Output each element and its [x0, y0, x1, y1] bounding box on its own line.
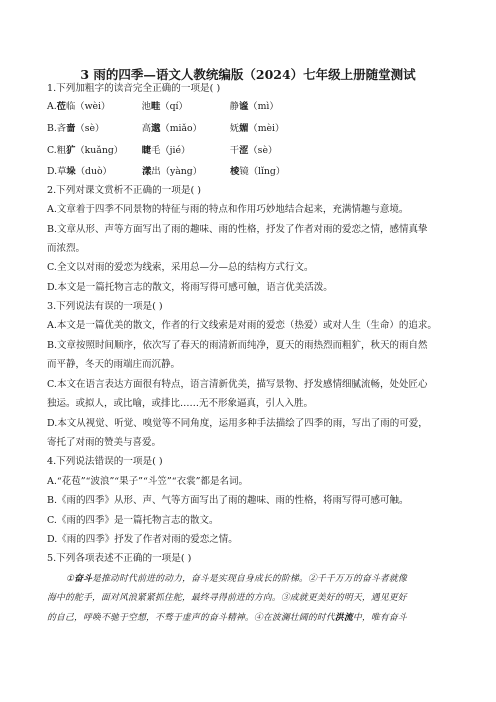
page-title: 3 雨的四季—语文人教统编版（2024）七年级上册随堂测试: [80, 67, 416, 82]
question-2-option-c: C.全文以对雨的爱恋为线索，采用总—分—总的结构方式行文。: [47, 262, 314, 273]
question-1-option-c: C.粗犷（kuǎng） 睫毛（jié） 干涩（sè）: [47, 145, 278, 156]
question-1-stem: 1.下列加粗字的读音完全正确的一项是( ): [47, 83, 221, 94]
question-3-option-b: B.文章按照时间顺序，依次写了春天的雨清新而纯净，夏天的雨热烈而粗犷，秋天的雨自然: [47, 340, 428, 351]
question-5-passage-line-3: 的自己，呼唤不驰于空想，不骛于虚声的奋斗精神。④在波澜壮阔的时代洪流中，唯有奋斗: [47, 613, 407, 623]
question-3-option-a: A.本文是一篇优美的散文，作者的行文线索是对雨的爱恋（热爱）或对人生（生命）的追求。: [47, 320, 437, 331]
question-3-option-d: D.本文从视觉、听觉、嗅觉等不同角度，运用多种手法描绘了四季的雨，写出了雨的可爱，: [47, 418, 428, 429]
question-4-option-d: D.《雨的四季》抒发了作者对雨的爱恋之情。: [47, 534, 238, 545]
question-4-option-c: C.《雨的四季》是一篇托物言志的散文。: [47, 515, 219, 526]
question-2-option-d: D.本文是一篇托物言志的散文，将雨写得可感可触，语言优美活泼。: [47, 282, 333, 293]
question-4-stem: 4.下列说法错误的一项是( ): [47, 456, 163, 467]
question-4-option-a: A.“花苞”“波浪”“果子”“斗笠”“衣裳”都是名词。: [47, 476, 248, 487]
question-1-option-d: D.草垛（duò） 漾出（yàng） 棱镜（lǐng）: [47, 166, 286, 177]
question-5-passage-line-2: 海中的舵手，面对风浪紧紧抓住舵，最终寻得前进的方向。③成就更美好的明天，遇见更好: [47, 593, 407, 603]
question-4-option-b: B.《雨的四季》从形、声、气等方面写出了雨的趣味、雨的性格，将雨写得可感可触。: [47, 495, 409, 506]
question-5-passage-line-1: ①奋斗是推动时代前进的动力，奋斗是实现自身成长的阶梯。②千千万万的奋斗者就像: [66, 574, 407, 584]
question-5-stem: 5.下列各项表述不正确的一项是( ): [47, 553, 192, 564]
question-1-option-a: A.莅临（wèi） 池畦（qí） 静谧（mì）: [47, 101, 279, 112]
question-2-option-b: B.文章从形、声等方面写出了雨的趣味、雨的性格，抒发了作者对雨的爱恋之情，感情真挚: [47, 224, 428, 235]
question-2-option-a: A.文章着于四季不同景物的特征与雨的特点和作用巧妙地结合起来，充满情趣与意境。: [47, 204, 409, 215]
question-3-option-b-continued: 而平静，冬天的雨端庄而沉静。: [47, 359, 181, 370]
question-3-option-c: C.本文在语言表达方面很有特点，语言清新优美，描写景物、抒发感情细腻流畅，处处匠心: [47, 379, 428, 390]
question-1-option-b: B.吝啬（sè） 高邈（miǎo） 妩媚（mèi）: [47, 123, 285, 134]
question-2-option-b-continued: 而浓烈。: [47, 243, 86, 254]
question-3-stem: 3.下列说法有误的一项是( ): [47, 301, 163, 312]
question-3-option-d-continued: 寄托了对雨的赞美与喜爱。: [47, 437, 162, 448]
question-2-stem: 2.下列对课文赏析不正确的一项是( ): [47, 185, 202, 196]
question-3-option-c-continued: 独运。或拟人，或比喻，或排比……无不形象逼真，引人入胜。: [47, 398, 314, 409]
